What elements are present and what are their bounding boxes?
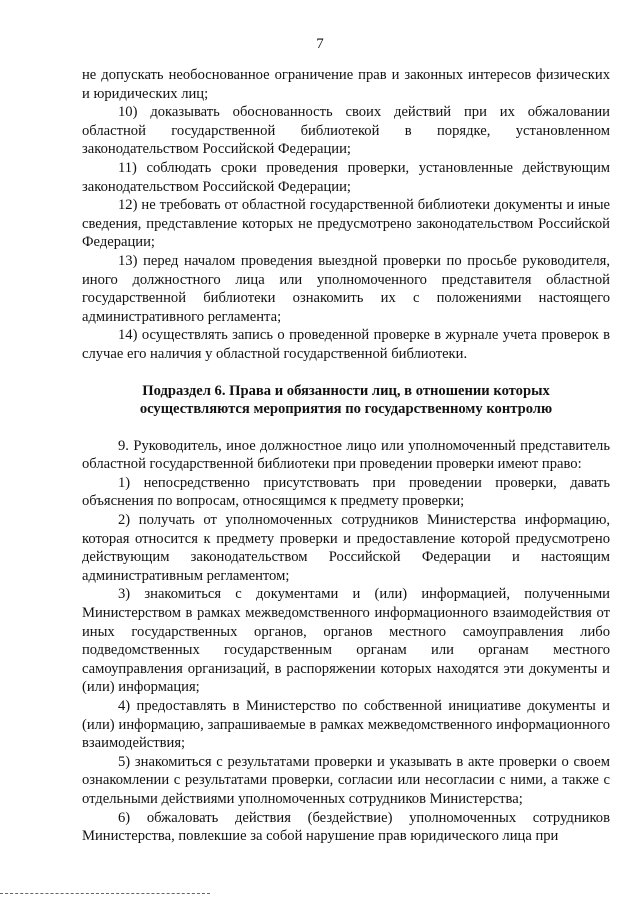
paragraph-right-3: 3) знакомиться с документами и (или) информацией, полученными Министерством в рамках межведомственного информационного взаимодействия от иных государственных органов, органов местного самоуправления либо подведомственных государственным органам или органам местного самоуправления организаций, в распоряжении которых находятся эти документы и (или) информация; <box>82 586 610 696</box>
paragraph-right-1: 1) непосредственно присутствовать при проведении проверки, давать объяснения по вопросам, относящимся к предмету проверки; <box>82 474 610 510</box>
paragraph-item-13: 13) перед началом проведения выездной проверки по просьбе руководителя, иного должностного лица или уполномоченного представителя областной государственной библиотеки ознакомить их с положениями настоящего административного регламента; <box>82 252 610 325</box>
paragraph-item-11: 11) соблюдать сроки проведения проверки, установленные действующим законодательством Российской Федерации; <box>82 159 610 195</box>
paragraph-item-14: 14) осуществлять запись о проведенной проверке в журнале учета проверок в случае его наличия у областной государственной библиотеки. <box>82 327 610 362</box>
paragraph-right-5: 5) знакомиться с результатами проверки и указывать в акте проверки о своем ознакомлении с результатами проверки, согласии или несогласии с ними, а также с отдельными действиями уполномоченных сотрудников Министерства; <box>82 753 610 807</box>
section-heading-line-1: Подраздел 6. Права и обязанности лиц, в отношении которых <box>142 382 550 399</box>
paragraph-right-2: 2) получать от уполномоченных сотрудников Министерства информацию, которая относится к предмету проверки и предоставление которой предусмотрено действующим законодательством Российской Федерации и настоящим административным регламентом; <box>82 512 610 584</box>
section-heading <box>82 382 610 419</box>
document-body <box>82 66 610 846</box>
paragraph-right-6: 6) обжаловать действия (бездействие) уполномоченных сотрудников Министерства, повлекшие за собой нарушение прав юридического лица при <box>82 809 610 845</box>
paragraph-clause-9: 9. Руководитель, иное должностное лицо или уполномоченный представитель областной государственной библиотеки при проведении проверки имеют право: <box>82 437 610 473</box>
paragraph-right-4: 4) предоставлять в Министерство по собственной инициативе документы и (или) информацию, запрашиваемые в рамках межведомственного информационного взаимодействия; <box>82 698 610 752</box>
footer-divider <box>0 893 210 894</box>
paragraph-item-10: 10) доказывать обоснованность своих действий при их обжаловании областной государственной библиотекой в порядке, установленном законодательством Российской Федерации; <box>82 104 610 158</box>
paragraph-item-12: 12) не требовать от областной государственной библиотеки документы и иные сведения, представление которых не предусмотрено законодательством Российской Федерации; <box>82 197 610 251</box>
page-number: 7 <box>316 36 324 52</box>
paragraph-continuation: не допускать необоснованное ограничение прав и законных интересов физических и юридических лиц; <box>82 67 610 102</box>
section-heading-line-2: осуществляются мероприятия по государственному контролю <box>139 401 553 418</box>
